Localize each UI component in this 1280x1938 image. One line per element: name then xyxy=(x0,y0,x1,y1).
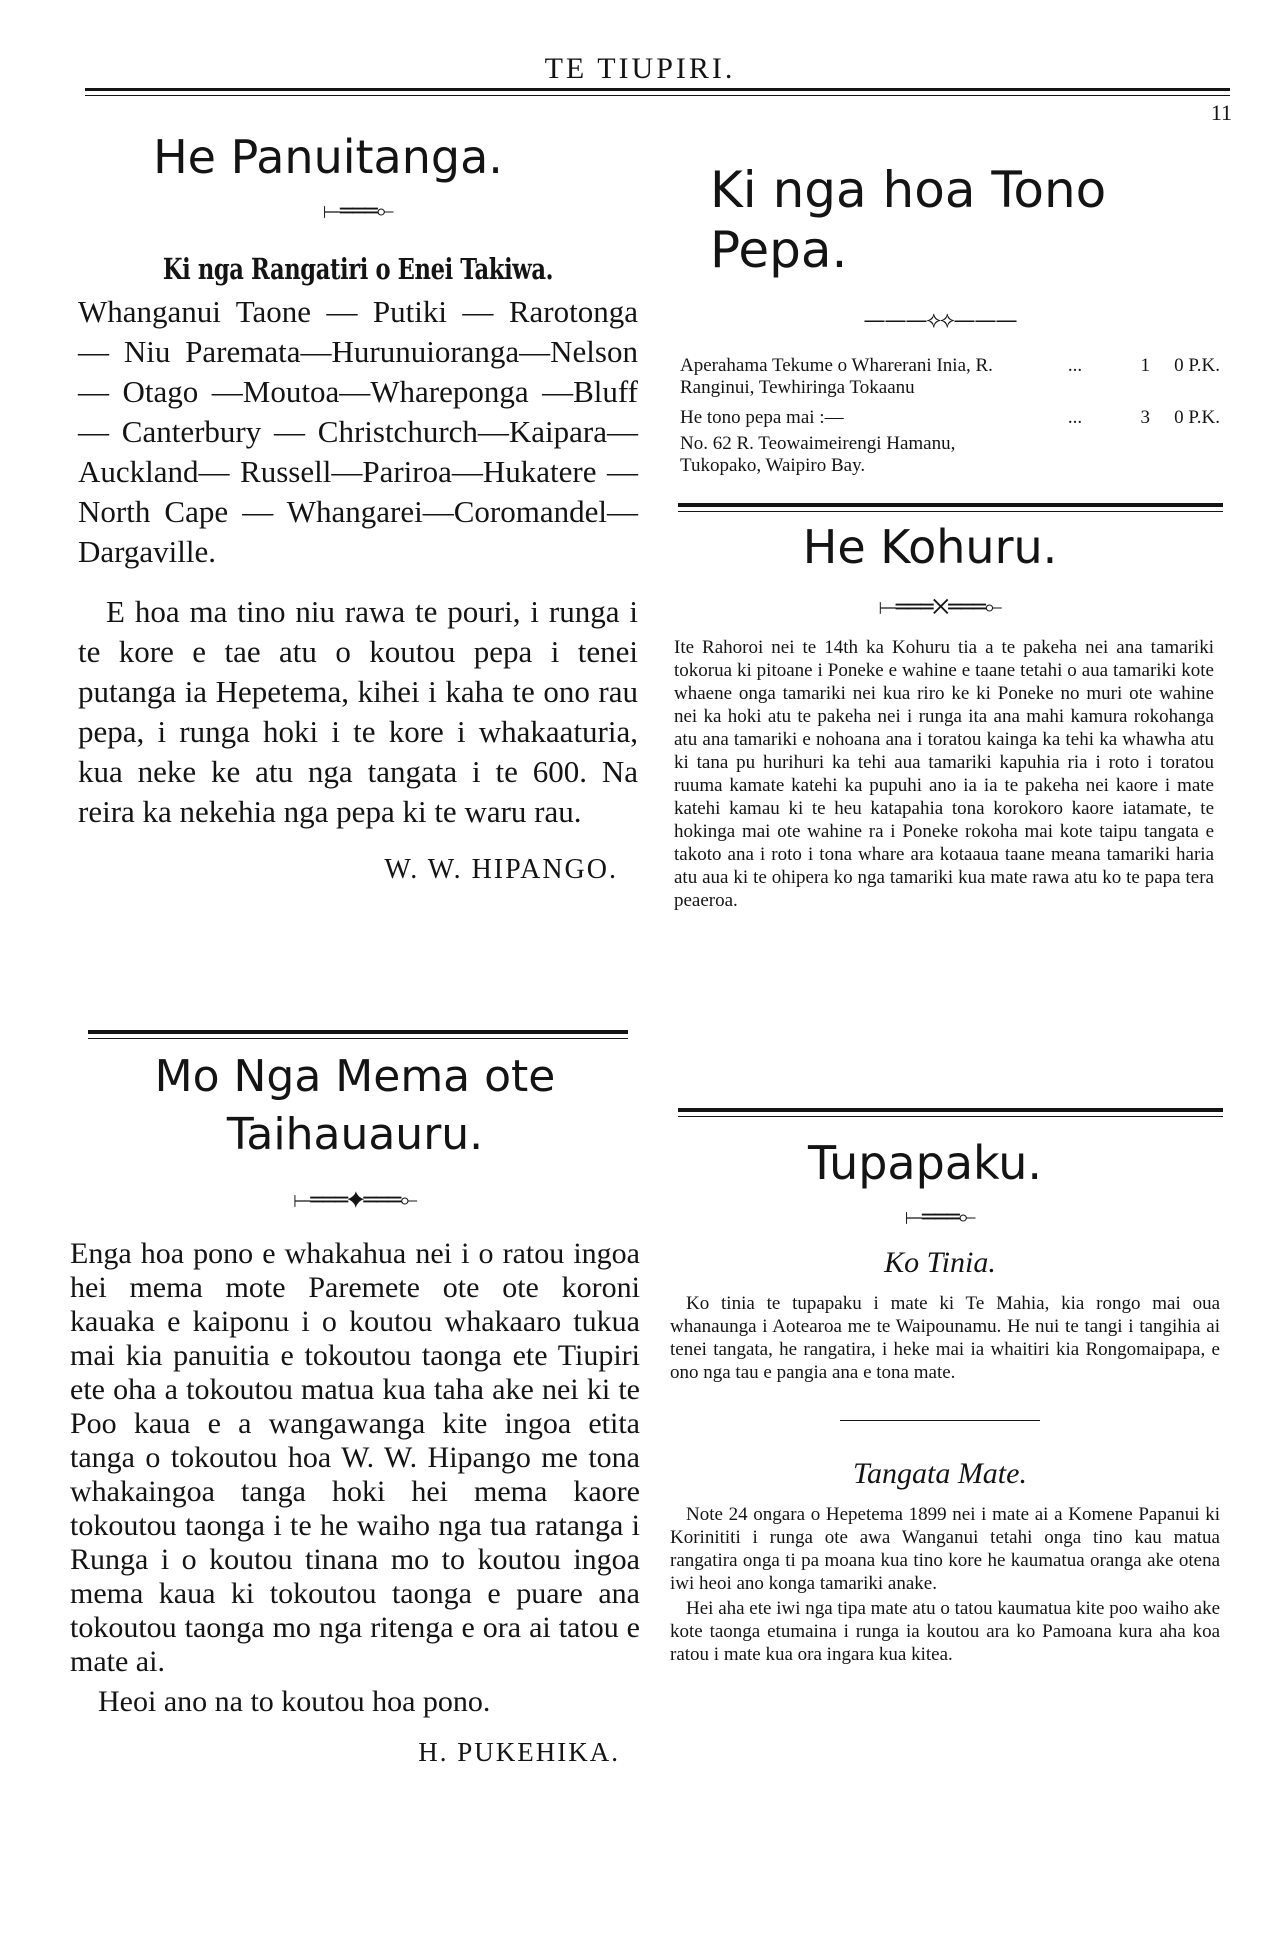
panuitanga-subtitle: Ki nga Rangatiri o Enei Takiwa. xyxy=(162,252,554,287)
mema-closing: Heoi ano na to koutou hoa pono. xyxy=(98,1685,491,1718)
mate-body-2: Hei aha ete iwi nga tipa mate atu o tatou kaumatua kite poo waiho ake kote taonga etumaina i runga ia koutou ara ko Pamoana kura aha koa ratou i mate kua ora ingara kua kitea. xyxy=(670,1598,1220,1666)
donor-row xyxy=(680,433,1220,477)
mate-body: Note 24 ongara o Hepetema 1899 nei i mate ai a Komene Papanui ki Korinititi i runga ote awa Wanganui tetahi onga tino kau matua rangatira onga ti pa moana kua tino kore he kaumatua oranga ake otena iwi heoi ano konga tamariki anake. xyxy=(670,1504,1220,1595)
tono-ornament: ———⟡⟡——— xyxy=(863,308,1017,333)
tupapaku-divider xyxy=(840,1420,1040,1421)
right-column xyxy=(660,160,1220,477)
kohuru-ornament: ⟝═══✕═══⟜ xyxy=(878,595,1002,621)
mema-title: Mo Nga Mema ote Taihauauru. xyxy=(154,1051,556,1160)
right-column-tupapaku xyxy=(660,1136,1220,1666)
donor-row xyxy=(680,355,1220,399)
right-mid-rule xyxy=(678,1108,1223,1112)
donor-name: No. 62 R. Teowaimeirengi Hamanu, Tukopako, Waipiro Bay. xyxy=(680,433,956,476)
donor-dots: ... xyxy=(1067,355,1083,376)
tono-title: Ki nga hoa Tono Pepa. xyxy=(710,161,1107,279)
right-column-kohuru xyxy=(660,520,1220,912)
donor-amount: 1 xyxy=(1140,355,1150,376)
right-mid-rule-thin xyxy=(678,1116,1223,1117)
donor-unit: 0 P.K. xyxy=(1174,407,1220,428)
kohuru-body: Ite Rahoroi nei te 14th ka Kohuru tia a te pakeha nei ana tamariki tokorua ki pitoane i Poneke e wahine e taane tetahi o aua tamariki kote whaene onga tamariki nei kua riro ke ki Poneke no muri ote wahine nei ka hoki atu te pakeha nei i runga ita ana mahi kamura rokohanga atu ana tamariki e nohoana ana i toratou kainga ka tehi ka whawha atu ki tana pu hurihuri ka tehi aua tamariki kapuhia ria i roto i toratou ruuma kamate katehi ka pupuhi ano ia ia te pakeha nei kaore i mate katehi kamau ki te heu katapahia tona korokoro kaore iatamate, te hokinga mai ote wahine ra i Poneke rokoha mai kote taipu tangata e takoto ana i roto i tona whare ara kotaaua taane meana tamariki haria atu aua ki te ohipera ko nga tamariki kua mate rawa atu ko te papa tera peaeroa. xyxy=(674,637,1214,912)
donor-name: Aperahama Tekume o Wharerani Inia, R. Ranginui, Tewhiringa Tokaanu xyxy=(680,355,993,398)
donor-list xyxy=(660,355,1220,477)
tupapaku-ornament: ⟝═══⟜ xyxy=(904,1205,976,1231)
left-section-rule xyxy=(88,1030,628,1034)
right-section-rule-thin xyxy=(678,511,1223,512)
tinia-subhead: Ko Tinia. xyxy=(884,1246,996,1280)
mema-signature: H. PUKEHIKA. xyxy=(418,1737,620,1767)
kohuru-title: He Kohuru. xyxy=(802,520,1058,574)
panuitanga-places: Whanganui Taone — Putiki — Rarotonga — Niu Paremata—Hurunuioranga—Nelson — Otago —Moutoa—Whareponga —Bluff — Canterbury — Christchurch—Kaipara—Auckland— Russell—Pariroa—Hukatere — North Cape — Whangarei—Coromandel—Dargaville. xyxy=(78,294,638,570)
panuitanga-signature: W. W. HIPANGO. xyxy=(384,854,618,886)
mate-subhead: Tangata Mate. xyxy=(853,1457,1027,1491)
masthead-title: TE TIUPIRI. xyxy=(544,52,736,85)
tupapaku-title: Tupapaku. xyxy=(807,1136,1043,1190)
mema-body: Enga hoa pono e whakahua nei i o ratou ingoa hei mema mote Paremete ote ote koroni kauaka e kaiponu i o koutou whakaaro tukua mai kia panuitia e tokoutou taonga ete Tiupiri ete oha a tokoutou matua kua taha ake nei ki te Poo kaua e a wangawanga kite ingoa etita tanga o tokoutou hoa W. W. Hipango me tona whakaingoa tanga hoki hei mema kaore tokoutou taonga i te he waiho nga tua ratanga i Runga i o koutou tinana mo to koutou ingoa mema kaua ki tokoutou taonga e puare ana tokoutou taonga mo nga ritenga e ora ai tatou e mate ai. xyxy=(70,1237,640,1678)
donor-name: He tono pepa mai :— xyxy=(680,407,844,428)
page-number: 11 xyxy=(1210,100,1232,125)
panuitanga-body: E hoa ma tino niu rawa te pouri, i runga i te kore e tae atu o koutou pepa i tenei putanga ia Hepetema, kihei i kaha te ono rau pepa, i runga hoki i te kore i whakaaturia, kua neke ke atu nga tangata i te 600. Na reira ka nekehia nga pepa ki te waru rau. xyxy=(78,594,638,830)
tinia-body: Ko tinia te tupapaku i mate ki Te Mahia, kia rongo mai oua whanaunga i Aotearoa me te Waipounamu. He nui te tangi i tangihia ai tenei tangata, he rangatira, i heke mai ia whaitiri kia Rongomaipapa, e ono nga tau e pangia ana e tona mate. xyxy=(670,1293,1220,1384)
left-section-rule-thin xyxy=(88,1038,628,1039)
mema-ornament: ⟝═══✦═══⟜ xyxy=(293,1188,417,1213)
left-column-lower xyxy=(70,1048,640,1768)
panuitanga-title: He Panuitanga. xyxy=(153,130,503,184)
left-column xyxy=(78,130,638,886)
panuitanga-ornament: ⟝═══⟜ xyxy=(322,199,394,225)
donor-unit: 0 P.K. xyxy=(1174,355,1220,376)
right-section-rule xyxy=(678,503,1223,507)
donor-row xyxy=(680,407,1220,429)
top-rule xyxy=(85,88,1230,91)
donor-amount: 3 xyxy=(1140,407,1150,428)
top-rule-thin xyxy=(85,95,1230,96)
donor-dots: ... xyxy=(1067,407,1083,428)
